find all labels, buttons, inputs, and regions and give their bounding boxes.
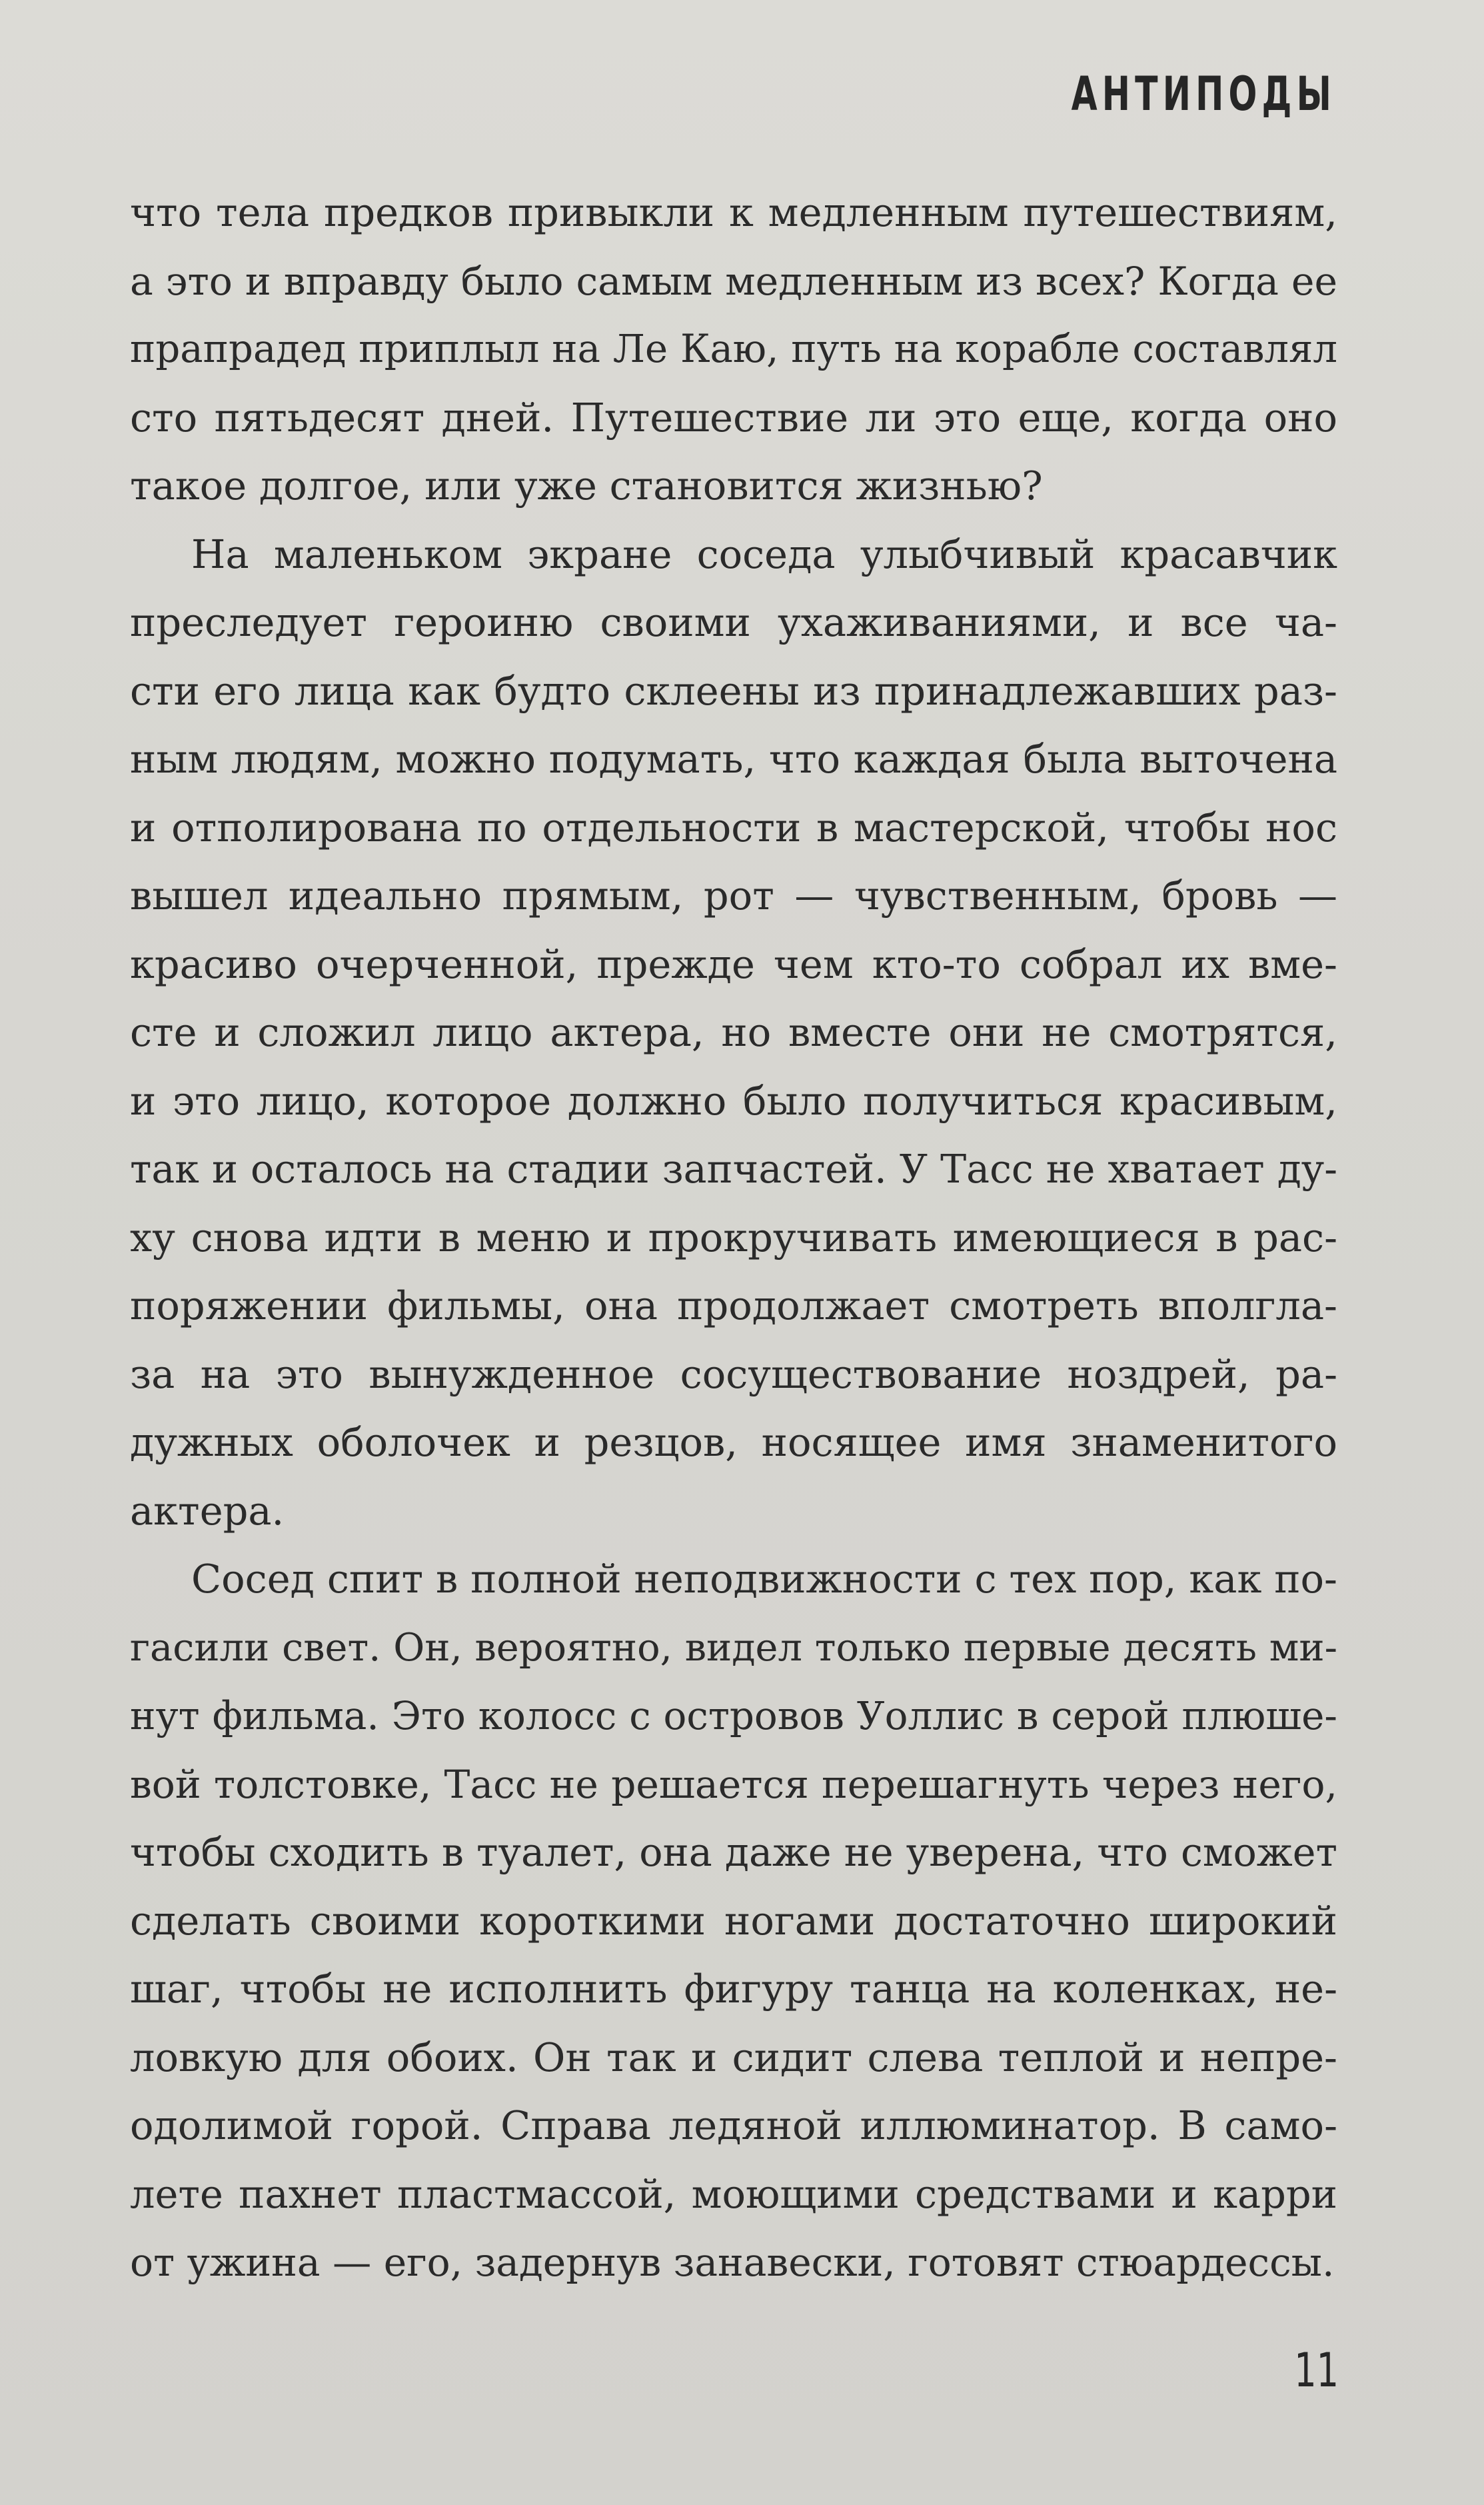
text-line: вой толстовке, Тасс не решается перешагнуть через него, [130,1761,1337,1807]
text-line: дужных оболочек и резцов, носящее имя знаменитого [130,1419,1337,1465]
text-line: сто пятьдесят дней. Путешествие ли это еще, когда оно [130,394,1337,441]
text-line: и это лицо, которое должно было получиться красивым, [130,1077,1337,1124]
text-line: сте и сложил лицо актера, но вместе они не смотрятся, [130,1009,1337,1055]
text-line: шаг, чтобы не исполнить фигуру танца на коленках, не- [130,1966,1337,2012]
text-line: лете пахнет пластмассой, моющими средствами и карри [130,2170,1337,2217]
text-line: гасили свет. Он, вероятно, видел только первые десять ми- [130,1624,1337,1670]
text-line: вышел идеально прямым, рот — чувственным, бровь — [130,873,1337,919]
text-line: актера. [130,1487,285,1534]
text-line: чтобы сходить в туалет, она даже не уверена, что сможет [130,1830,1337,1875]
text-line: что тела предков привыкли к медленным путешествиям, [130,189,1337,235]
text-line: сти его лица как будто склеены из принадлежавших раз- [130,667,1337,714]
text-line: ным людям, можно подумать, что каждая была выточена [130,736,1337,782]
paragraph [130,179,1337,521]
text-line: прапрадед приплыл на Ле Каю, путь на корабле составлял [130,327,1337,371]
text-line: Сосед спит в полной неподвижности с тех пор, как по- [191,1556,1337,1602]
text-line: а это и вправду было самым медленным из всех? Когда ее [130,258,1337,304]
text-line: за на это вынужденное сосуществование ноздрей, ра- [130,1350,1337,1397]
text-line: одолимой горой. Справа ледяной иллюминатор. В само- [130,2102,1337,2148]
text-line: ловкую для обоих. Он так и сидит слева теплой и непре- [130,2034,1337,2080]
text-line: такое долгое, или уже становится жизнью? [130,463,1043,509]
text-line: и отполирована по отдельности в мастерской, чтобы нос [130,804,1337,851]
paragraph [130,521,1337,1546]
text-line: ху снова идти в меню и прокручивать имеющиеся в рас- [130,1214,1337,1260]
running-head: АНТИПОДЫ [1071,67,1336,121]
text-line: красиво очерченной, прежде чем кто-то собрал их вме- [130,941,1337,987]
text-line: преследует героиню своими ухаживаниями, и все ча- [130,599,1337,645]
text-line: сделать своими короткими ногами достаточно широкий [130,1897,1337,1944]
body-text [130,179,1337,2297]
paragraph [130,1545,1337,2297]
text-line: от ужина — его, задернув занавески, готовят стюардессы. [130,2240,1335,2285]
text-line: поряжении фильмы, она продолжает смотреть вполгла- [130,1282,1337,1328]
text-line: так и осталось на стадии запчастей. У Тасс не хватает ду- [130,1147,1337,1192]
text-line: На маленьком экране соседа улыбчивый красавчик [191,531,1337,577]
text-line: нут фильма. Это колосс с островов Уоллис в серой плюше- [130,1693,1337,1738]
page-number: 11 [1294,2343,1339,2398]
